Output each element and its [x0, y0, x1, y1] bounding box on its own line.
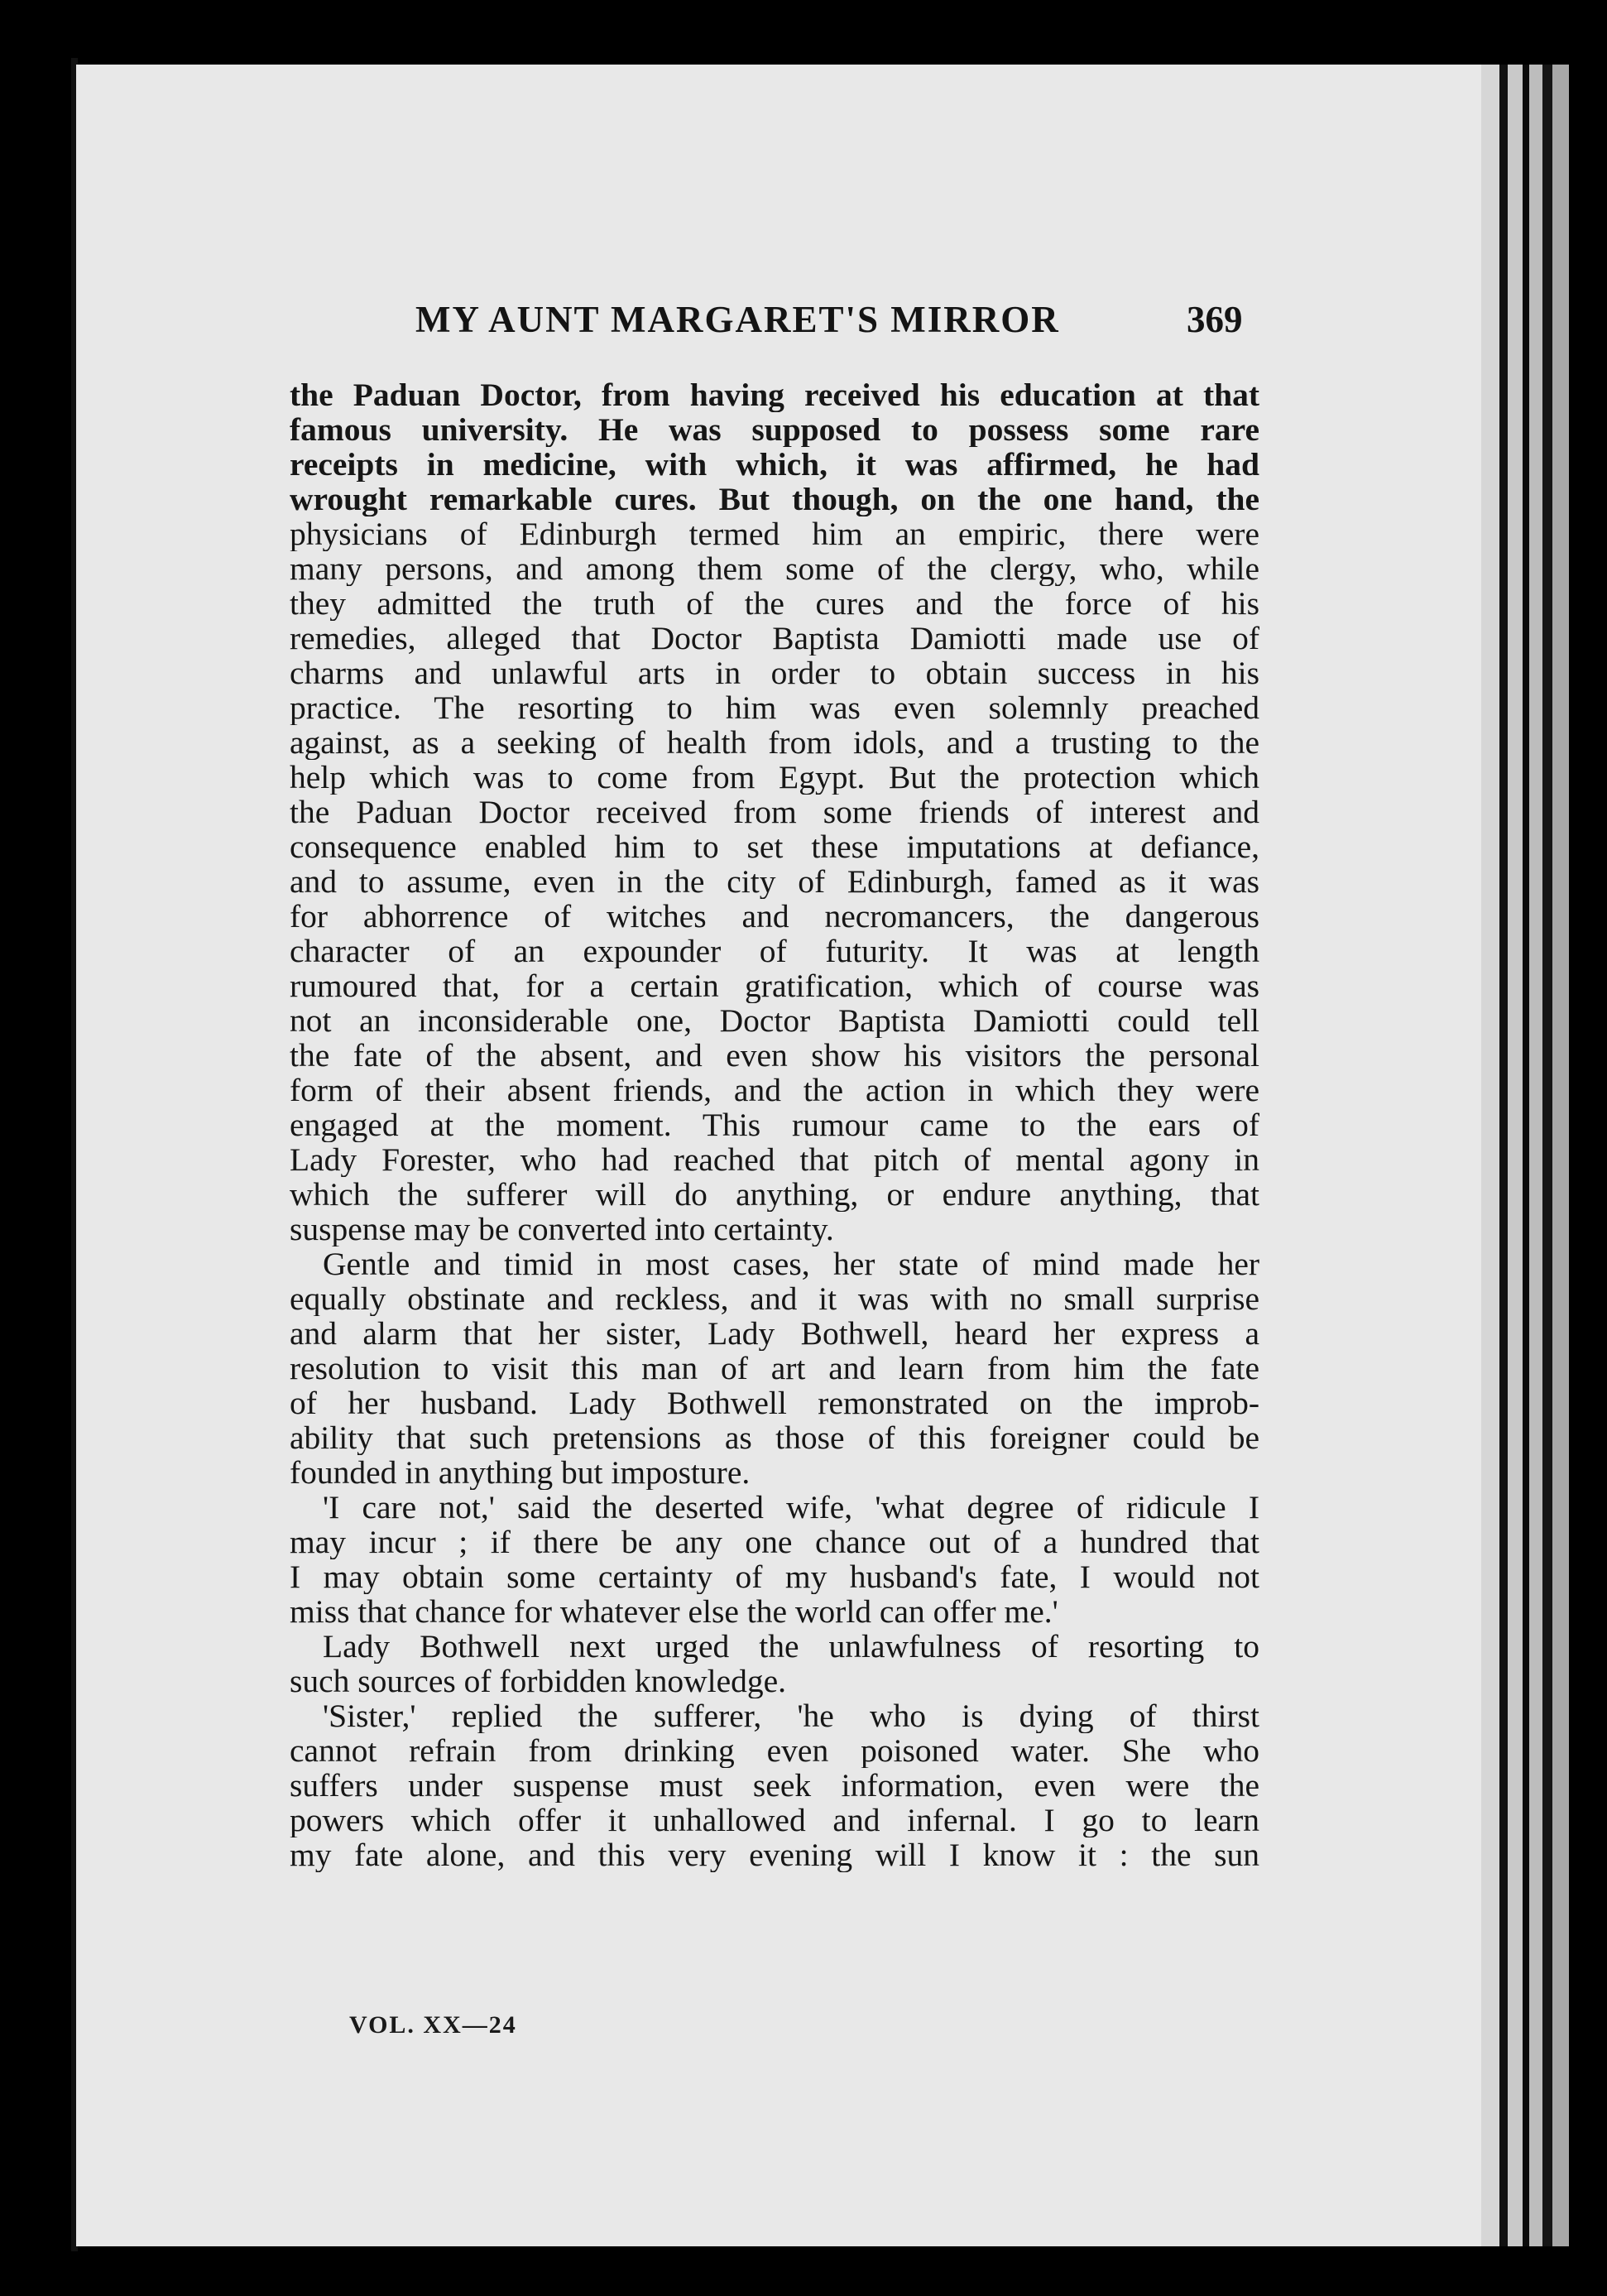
text-line: powers which offer it unhallowed and infernal. I go to learn	[290, 1803, 1259, 1837]
text-line: character of an expounder of futurity. It was at length	[290, 934, 1259, 968]
text-line: Lady Bothwell next urged the unlawfulness of resorting to	[323, 1629, 1259, 1664]
text-line: resolution to visit this man of art and learn from him the fate	[290, 1351, 1259, 1386]
text-line: physicians of Edinburgh termed him an empiric, there were	[290, 516, 1259, 551]
text-line: consequence enabled him to set these imputations at defiance,	[290, 829, 1259, 864]
text-line: which the sufferer will do anything, or endure anything, that	[290, 1177, 1259, 1212]
text-line: practice. The resorting to him was even solemnly preached	[290, 690, 1259, 725]
text-line: rumoured that, for a certain gratification, which of course was	[290, 968, 1259, 1003]
text-line: receipts in medicine, with which, it was affirmed, he had	[290, 447, 1259, 482]
text-line: and to assume, even in the city of Edinburgh, famed as it was	[290, 864, 1259, 899]
running-title: MY AUNT MARGARET'S MIRROR	[415, 299, 1060, 340]
text-line: Gentle and timid in most cases, her state of mind made her	[323, 1246, 1259, 1281]
text-line: form of their absent friends, and the action in which they were	[290, 1073, 1259, 1107]
text-line: famous university. He was supposed to possess some rare	[290, 412, 1259, 447]
text-line: my fate alone, and this very evening will I know it : the sun	[290, 1837, 1259, 1872]
text-line: the fate of the absent, and even show his visitors the personal	[290, 1038, 1259, 1073]
page-edge	[1481, 65, 1499, 2246]
text-line: miss that chance for whatever else the world can offer me.'	[290, 1594, 1058, 1629]
page-edge	[1508, 65, 1523, 2246]
text-line: they admitted the truth of the cures and the force of his	[290, 586, 1259, 621]
text-line: may incur ; if there be any one chance out of a hundred that	[290, 1525, 1259, 1559]
text-line: 'I care not,' said the deserted wife, 'what degree of ridicule I	[323, 1490, 1259, 1525]
page-number: 369	[1187, 299, 1243, 340]
text-line: engaged at the moment. This rumour came to the ears of	[290, 1107, 1259, 1142]
text-line: remedies, alleged that Doctor Baptista Damiotti made use of	[290, 621, 1259, 656]
text-line: wrought remarkable cures. But though, on the one hand, the	[290, 482, 1259, 516]
body-text	[290, 377, 1259, 1872]
text-line: of her husband. Lady Bothwell remonstrated on the improb-	[290, 1386, 1259, 1420]
page-edge	[1529, 65, 1542, 2246]
text-line: the Paduan Doctor received from some friends of interest and	[290, 795, 1259, 829]
text-line: suffers under suspense must seek information, even were the	[290, 1768, 1259, 1803]
page-edge	[1542, 65, 1552, 2246]
text-line: I may obtain some certainty of my husband's fate, I would not	[290, 1559, 1259, 1594]
text-line: Lady Forester, who had reached that pitch of mental agony in	[290, 1142, 1259, 1177]
text-line: not an inconsiderable one, Doctor Baptista Damiotti could tell	[290, 1003, 1259, 1038]
running-head	[76, 298, 1487, 348]
text-line: the Paduan Doctor, from having received his education at that	[290, 377, 1259, 412]
text-line: many persons, and among them some of the clergy, who, while	[290, 551, 1259, 586]
book-page	[76, 65, 1487, 2246]
text-line: against, as a seeking of health from idols, and a trusting to the	[290, 725, 1259, 760]
text-line: and alarm that her sister, Lady Bothwell, heard her express a	[290, 1316, 1259, 1351]
page-edge	[1552, 65, 1569, 2246]
text-line: charms and unlawful arts in order to obtain success in his	[290, 656, 1259, 690]
page-edge	[1523, 65, 1529, 2246]
text-line: founded in anything but imposture.	[290, 1455, 751, 1490]
text-line: suspense may be converted into certainty.	[290, 1212, 834, 1246]
page-edge	[1499, 65, 1508, 2246]
text-line: cannot refrain from drinking even poisoned water. She who	[290, 1733, 1259, 1768]
text-line: for abhorrence of witches and necromancers, the dangerous	[290, 899, 1259, 934]
volume-signature: VOL. XX—24	[349, 2011, 517, 2039]
text-line: ability that such pretensions as those of this foreigner could be	[290, 1420, 1259, 1455]
text-line: such sources of forbidden knowledge.	[290, 1664, 787, 1698]
text-line: help which was to come from Egypt. But the protection which	[290, 760, 1259, 795]
text-line: 'Sister,' replied the sufferer, 'he who is dying of thirst	[323, 1698, 1259, 1733]
text-line: equally obstinate and reckless, and it was with no small surprise	[290, 1281, 1259, 1316]
